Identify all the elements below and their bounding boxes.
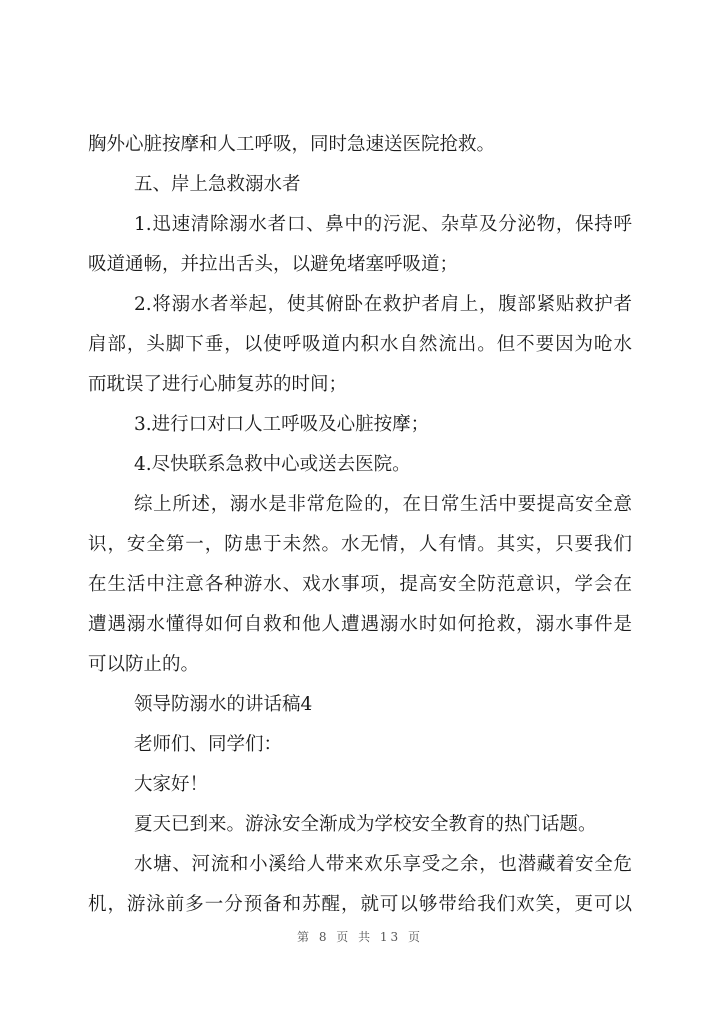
text-line: 遭遇溺水懂得如何自救和他人遭遇溺水时如何抢救，溺水事件是 <box>88 614 632 635</box>
text-line: 肩部，头脚下垂，以使呼吸道内积水自然流出。但不要因为呛水 <box>88 334 632 355</box>
text-line: 识，安全第一，防患于未然。水无情，人有情。其实，只要我们 <box>88 534 632 555</box>
text-line: 1.迅速清除溺水者口、鼻中的污泥、杂草及分泌物，保持呼 <box>134 214 632 235</box>
text-line: 水塘、河流和小溪给人带来欢乐享受之余，也潜藏着安全危 <box>134 854 632 875</box>
text-line: 在生活中注意各种游水、戏水事项，提高安全防范意识，学会在 <box>88 574 632 595</box>
text-line: 胸外心脏按摩和人工呼吸，同时急速送医院抢救。 <box>88 134 496 155</box>
text-line: 老师们、同学们： <box>134 734 283 755</box>
text-line: 4.尽快联系急救中心或送去医院。 <box>134 454 411 475</box>
text-line: 2.将溺水者举起，使其俯卧在救护者肩上，腹部紧贴救护者 <box>134 294 632 315</box>
page-number-footer: 第 8 页 共 13 页 <box>297 930 423 944</box>
text-line: 大家好！ <box>134 774 209 795</box>
text-line: 而耽误了进行心肺复苏的时间； <box>88 374 348 395</box>
text-line: 吸道通畅，并拉出舌头，以避免堵塞呼吸道； <box>88 254 459 275</box>
section-heading: 五、岸上急救溺水者 <box>134 174 301 195</box>
text-line: 夏天已到来。游泳安全渐成为学校安全教育的热门话题。 <box>134 814 597 835</box>
text-line: 机，游泳前多一分预备和苏醒，就可以够带给我们欢笑，更可以 <box>88 894 632 915</box>
text-line: 3.进行口对口人工呼吸及心脏按摩； <box>134 414 430 435</box>
speech-title: 领导防溺水的讲话稿4 <box>134 694 313 715</box>
text-line: 综上所述，溺水是非常危险的，在日常生活中要提高安全意 <box>134 494 632 515</box>
text-line: 可以防止的。 <box>88 654 200 675</box>
